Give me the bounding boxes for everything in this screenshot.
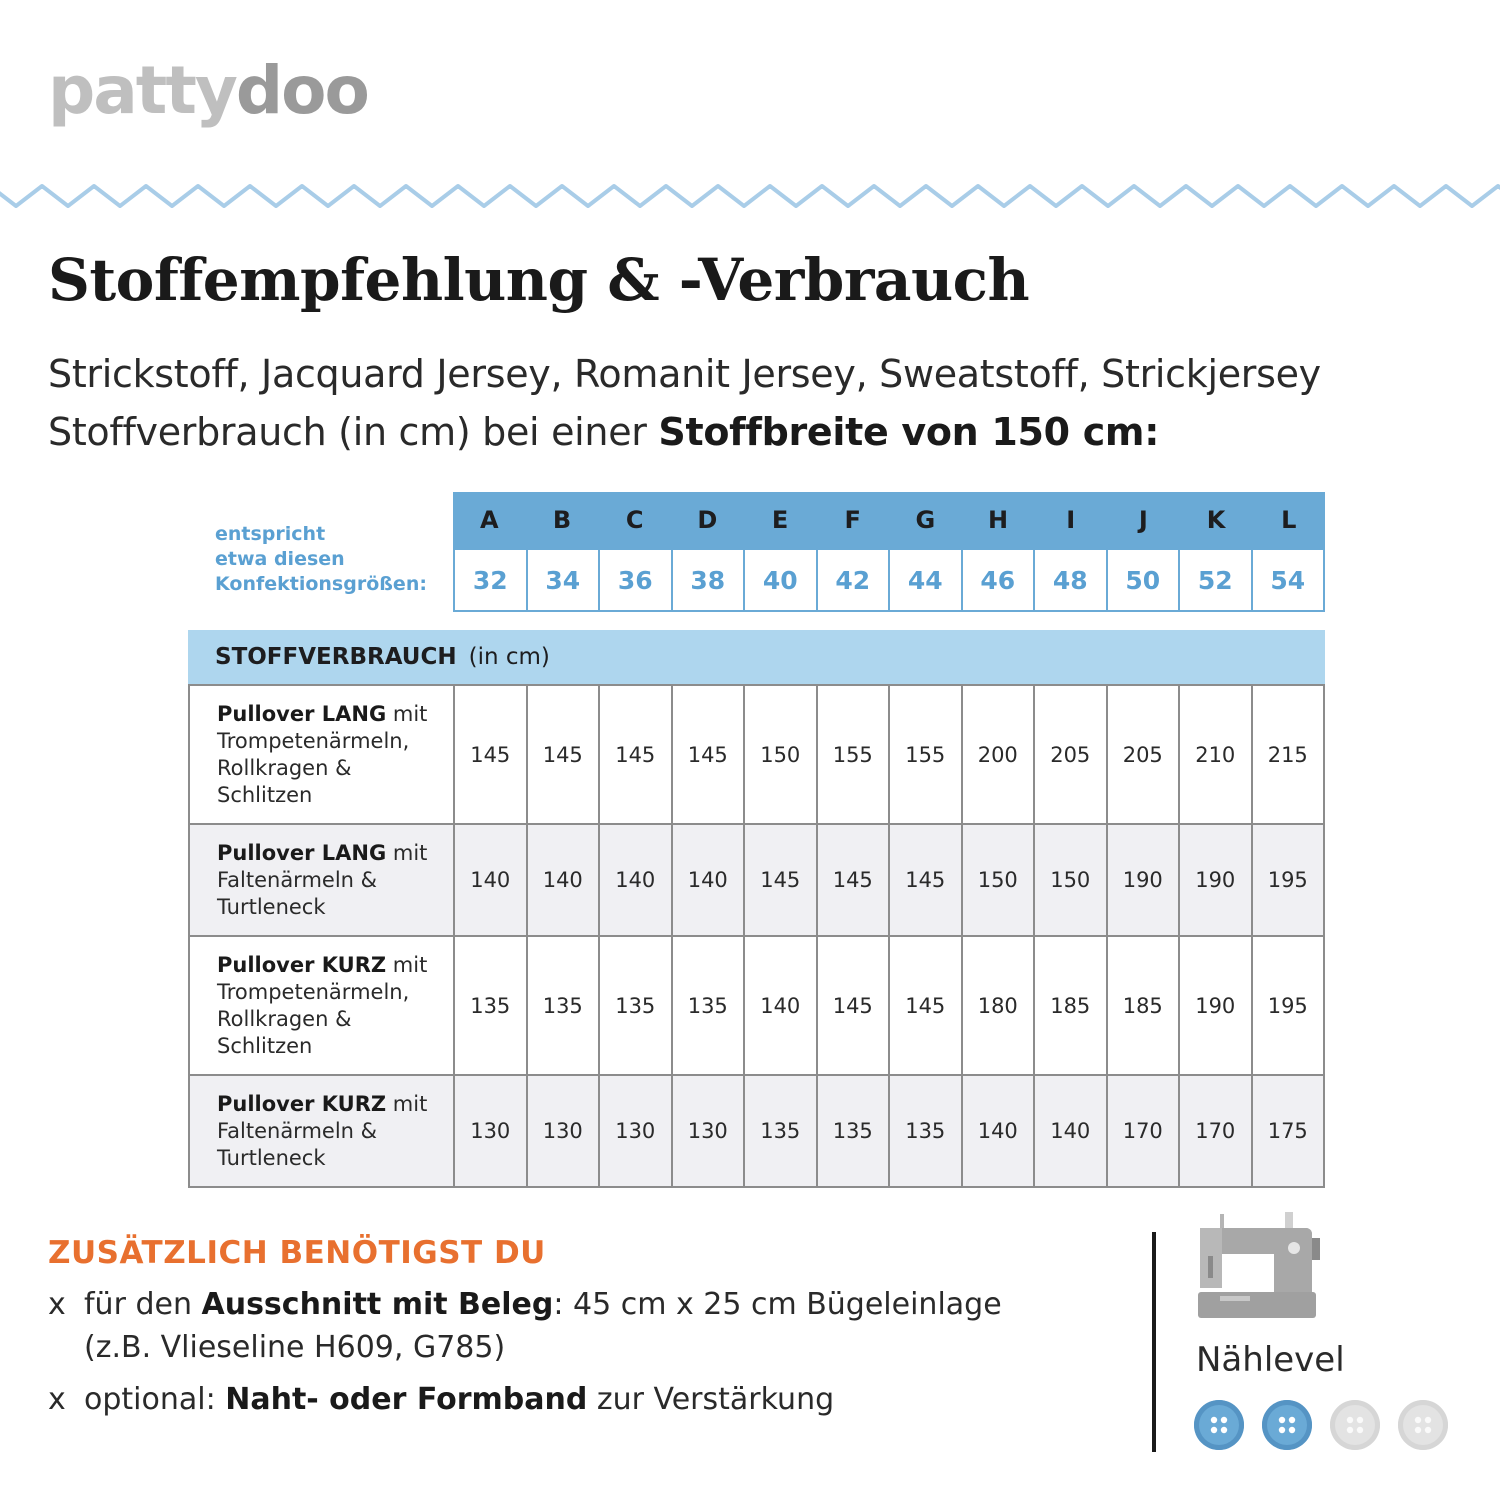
row-label — [189, 685, 454, 824]
row-label-line: Rollkragen & — [217, 755, 352, 780]
button-icon — [1398, 1400, 1448, 1450]
vertical-divider — [1152, 1232, 1156, 1452]
consumption-cell: 130 — [672, 1075, 745, 1187]
consumption-cell: 140 — [599, 824, 672, 936]
size-number-cell: 46 — [961, 550, 1034, 610]
consumption-cell: 145 — [889, 936, 962, 1075]
consumption-cell: 140 — [744, 936, 817, 1075]
size-number-cell: 48 — [1033, 550, 1106, 610]
size-letter-cell: I — [1066, 506, 1076, 534]
consumption-cell: 150 — [744, 685, 817, 824]
sewing-level-label: Nählevel — [1196, 1340, 1345, 1380]
consumption-cell: 145 — [744, 824, 817, 936]
size-number-cell: 42 — [816, 550, 889, 610]
consumption-cell: 175 — [1252, 1075, 1325, 1187]
consumption-cell: 170 — [1179, 1075, 1252, 1187]
size-number-cell: 40 — [743, 550, 816, 610]
row-label-line: Turtleneck — [217, 1145, 326, 1170]
consumption-cell: 145 — [672, 685, 745, 824]
size-letter-cell: H — [987, 506, 1009, 534]
consumption-cell: 140 — [527, 824, 600, 936]
size-letter-cell: K — [1206, 506, 1226, 534]
consumption-cell: 135 — [527, 936, 600, 1075]
size-letter-cell: J — [1138, 506, 1148, 534]
extras-item-1-pre: für den — [84, 1287, 202, 1322]
row-label-bold: Pullover LANG — [217, 840, 387, 865]
consumption-cell: 150 — [962, 824, 1035, 936]
extras-item-1-bold: Ausschnitt mit Beleg — [201, 1287, 554, 1322]
bullet-x: x — [48, 1382, 66, 1417]
size-number-cell: 32 — [472, 565, 508, 595]
table-row — [189, 824, 1324, 936]
row-label-line: Trompetenärmeln, — [217, 979, 410, 1004]
consumption-cell: 135 — [672, 936, 745, 1075]
size-note — [215, 522, 445, 597]
consumption-cell: 190 — [1107, 824, 1180, 936]
consumption-cell: 130 — [454, 1075, 527, 1187]
button-icon — [1330, 1400, 1380, 1450]
size-number-cell: 50 — [1106, 550, 1179, 610]
logo-part-1: patty — [48, 52, 236, 129]
size-number-row — [453, 548, 1325, 612]
extras-title: ZUSÄTZLICH BENÖTIGST DU — [48, 1235, 546, 1271]
consumption-cell: 135 — [599, 936, 672, 1075]
size-number-cell: 38 — [671, 550, 744, 610]
usage-bold: Stoffbreite von 150 cm: — [658, 410, 1160, 454]
consumption-cell: 205 — [1107, 685, 1180, 824]
extras-item-2-pre: optional: — [84, 1382, 226, 1417]
row-label-line: Turtleneck — [217, 894, 326, 919]
usage-note — [48, 410, 1159, 454]
row-label-bold: Pullover KURZ — [217, 952, 387, 977]
bullet-x: x — [48, 1287, 66, 1322]
consumption-cell: 155 — [817, 685, 890, 824]
consumption-cell: 130 — [599, 1075, 672, 1187]
row-label-line: Rollkragen & — [217, 1006, 352, 1031]
size-letter-cell: A — [480, 506, 499, 534]
size-letter-cell: L — [1281, 506, 1297, 534]
size-letter-cell: F — [844, 506, 861, 534]
consumption-cell: 200 — [962, 685, 1035, 824]
consumption-cell: 185 — [1034, 936, 1107, 1075]
consumption-cell: 145 — [599, 685, 672, 824]
size-number-cell: 34 — [526, 550, 599, 610]
size-letter-cell: G — [915, 506, 936, 534]
size-note-line: entspricht — [215, 523, 326, 545]
zigzag-divider — [0, 178, 1500, 212]
consumption-cell: 145 — [889, 824, 962, 936]
size-note-line: Konfektionsgrößen: — [215, 573, 427, 595]
consumption-cell: 150 — [1034, 824, 1107, 936]
consumption-table — [188, 684, 1325, 1188]
consumption-cell: 180 — [962, 936, 1035, 1075]
page-title: Stoffempfehlung & -Verbrauch — [48, 246, 1030, 314]
size-note-line: etwa diesen — [215, 548, 345, 570]
consumption-cell: 135 — [889, 1075, 962, 1187]
row-label-rest: mit — [386, 952, 428, 977]
table-row — [189, 936, 1324, 1075]
row-label-rest: mit — [386, 840, 428, 865]
extras-item-2 — [48, 1382, 834, 1417]
consumption-cell: 190 — [1179, 936, 1252, 1075]
extras-item-1 — [48, 1287, 1002, 1322]
row-label-rest: mit — [386, 1091, 428, 1116]
consumption-cell: 215 — [1252, 685, 1325, 824]
consumption-cell: 170 — [1107, 1075, 1180, 1187]
pattydoo-logo — [48, 52, 368, 129]
consumption-cell: 140 — [454, 824, 527, 936]
consumption-cell: 135 — [744, 1075, 817, 1187]
consumption-cell: 135 — [454, 936, 527, 1075]
consumption-cell: 145 — [527, 685, 600, 824]
table-row — [189, 1075, 1324, 1187]
consumption-cell: 210 — [1179, 685, 1252, 824]
consumption-cell: 155 — [889, 685, 962, 824]
consumption-cell: 195 — [1252, 936, 1325, 1075]
extras-item-2-bold: Naht- oder Formband — [225, 1382, 588, 1417]
size-letter-cell: D — [697, 506, 718, 534]
button-icon — [1262, 1400, 1312, 1450]
size-table — [453, 492, 1325, 612]
row-label-line: Faltenärmeln & — [217, 867, 378, 892]
usage-prefix: Stoffverbrauch (in cm) bei einer — [48, 410, 659, 454]
size-letter-row — [453, 492, 1325, 548]
consumption-cell: 130 — [527, 1075, 600, 1187]
table-row — [189, 685, 1324, 824]
size-letter-cell: E — [771, 506, 789, 534]
consumption-cell: 135 — [817, 1075, 890, 1187]
row-label-line: Faltenärmeln & — [217, 1118, 378, 1143]
extras-item-2-post: zur Verstärkung — [587, 1382, 835, 1417]
row-label-line: Schlitzen — [217, 1033, 313, 1058]
size-number-cell: 36 — [598, 550, 671, 610]
logo-part-2: doo — [235, 52, 368, 129]
row-label-line: Schlitzen — [217, 782, 313, 807]
extras-item-1-post: : 45 cm x 25 cm Bügeleinlage — [553, 1287, 1002, 1322]
consumption-cell: 205 — [1034, 685, 1107, 824]
row-label-rest: mit — [386, 701, 428, 726]
row-label — [189, 936, 454, 1075]
consumption-cell: 195 — [1252, 824, 1325, 936]
row-label — [189, 824, 454, 936]
consumption-cell: 145 — [454, 685, 527, 824]
consumption-cell: 145 — [817, 824, 890, 936]
consumption-cell: 140 — [962, 1075, 1035, 1187]
row-label-bold: Pullover KURZ — [217, 1091, 387, 1116]
row-label — [189, 1075, 454, 1187]
row-label-bold: Pullover LANG — [217, 701, 387, 726]
size-number-cell: 44 — [888, 550, 961, 610]
consumption-cell: 140 — [672, 824, 745, 936]
button-icon — [1194, 1400, 1244, 1450]
size-letter-cell: C — [625, 506, 644, 534]
consumption-cell: 145 — [817, 936, 890, 1075]
fabric-list: Strickstoff, Jacquard Jersey, Romanit Jersey, Sweatstoff, Strickjersey — [48, 352, 1321, 396]
consumption-cell: 140 — [1034, 1075, 1107, 1187]
consumption-header-unit: (in cm) — [468, 644, 550, 670]
consumption-cell: 185 — [1107, 936, 1180, 1075]
size-number-cell: 54 — [1251, 550, 1324, 610]
size-number-cell: 52 — [1178, 550, 1251, 610]
consumption-header-title: STOFFVERBRAUCH — [215, 644, 457, 670]
row-label-line: Trompetenärmeln, — [217, 728, 410, 753]
consumption-header — [188, 630, 1325, 684]
consumption-cell: 190 — [1179, 824, 1252, 936]
sewing-machine-icon — [1190, 1212, 1325, 1327]
extras-item-1-line2: (z.B. Vlieseline H609, G785) — [84, 1330, 506, 1365]
size-letter-cell: B — [552, 506, 572, 534]
